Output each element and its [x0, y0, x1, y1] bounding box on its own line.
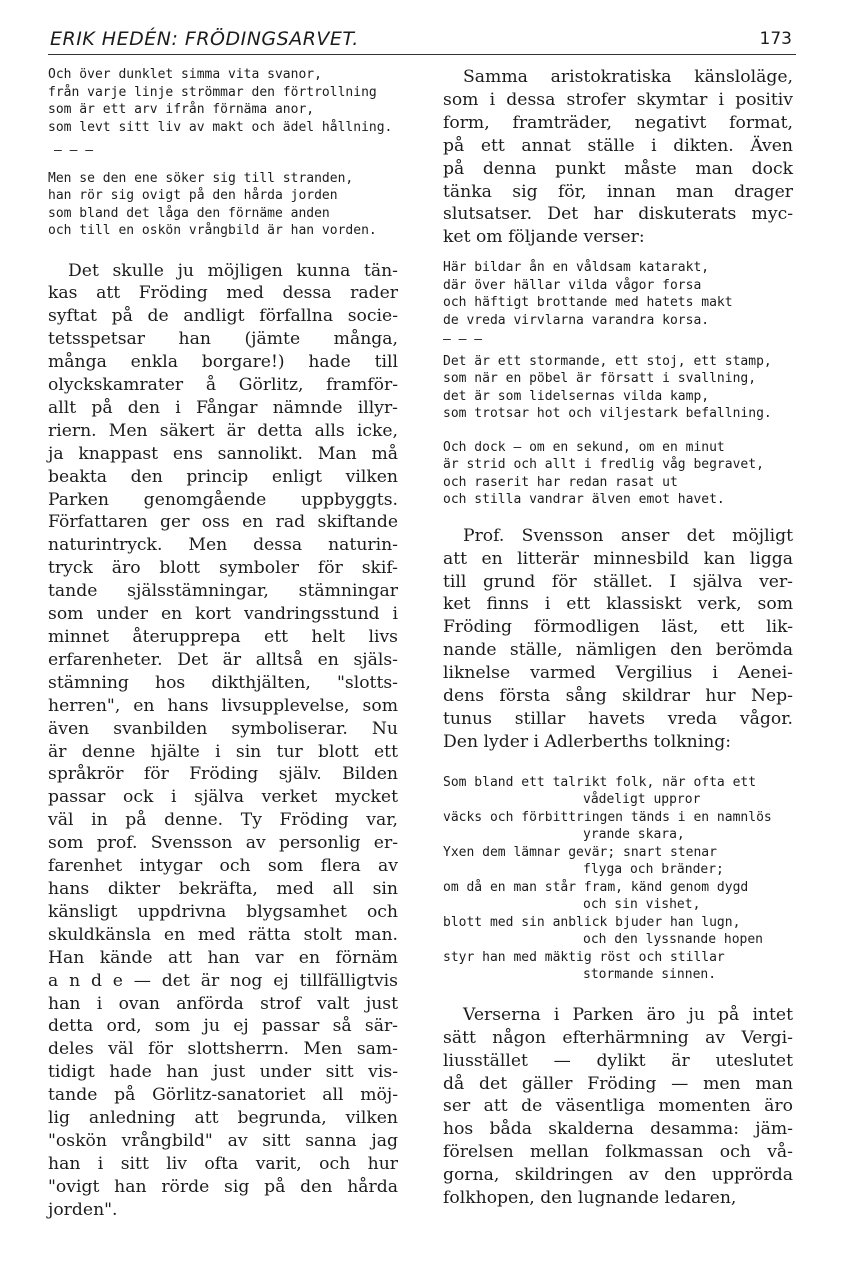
text-line: tande på Görlitz-sanatoriet all möj-: [48, 1085, 398, 1106]
text-line: "oskön vrångbild" av sitt sanna jag: [48, 1130, 398, 1151]
text-line: tänka sig för, innan man drager: [443, 181, 793, 202]
verse-line-continuation: vådeligt uppror: [583, 792, 701, 808]
verse-line: som levt sitt liv av makt och ädel hållning.: [48, 119, 393, 135]
text-line: på ett annat ställe i dikten. Även: [443, 135, 793, 156]
text-line: passar ock i själva verket mycket: [48, 787, 398, 808]
verse-line: om då en man står fram, känd genom dygd: [443, 879, 749, 895]
running-head: [50, 28, 794, 54]
text-line: dens första sång skildrar hur Nep-: [443, 686, 793, 707]
text-line: hos båda skalderna desamma: jäm-: [443, 1119, 793, 1140]
text-line: som i dessa strofer skymtar i positiv: [443, 89, 793, 110]
text-line: ser att de väsentliga momenten äro: [443, 1096, 793, 1117]
text-line: beakta den princip enligt vilken: [48, 466, 398, 487]
verse-line: Och över dunklet simma vita svanor,: [48, 67, 322, 82]
text-line: sätt någon efterhärmning av Vergi-: [443, 1027, 793, 1048]
text-line: erfarenheter. Det är alltså en själs-: [48, 649, 398, 670]
verse-line-continuation: och sin vishet,: [583, 897, 701, 913]
text-line: tryck äro blott symboler för skif-: [48, 558, 398, 579]
page-number: 173: [759, 29, 792, 49]
text-line: Fröding förmodligen läst, ett lik-: [443, 617, 793, 638]
text-line: då det gäller Fröding — men man: [443, 1073, 793, 1094]
quoted-verse: [48, 170, 398, 240]
text-line: farenhet intygar och som flera av: [48, 856, 398, 877]
verse-line: och till en oskön vrångbild är han vorden.: [48, 223, 377, 238]
verse-line: väcks och förbittringen tänds i en namnlös: [443, 809, 772, 825]
text-line: nande ställe, nämligen den berömda: [443, 640, 793, 661]
text-line: han i sitt liv ofta varit, och hur: [48, 1153, 398, 1174]
verse-line: från varje linje strömmar den förtrollning: [48, 84, 377, 100]
text-line: lig anledning att begrunda, vilken: [48, 1108, 398, 1129]
verse-line: Yxen dem lämnar gevär; snart stenar: [443, 844, 717, 860]
verse-line-continuation: stormande sinnen.: [583, 967, 717, 983]
text-line: skuldkänsla en med rätta stolt man.: [48, 924, 398, 945]
text-line: folkhopen, den lugnande ledaren,: [443, 1188, 737, 1209]
text-line: Samma aristokratiska känsloläge,: [463, 67, 793, 87]
text-line: jorden".: [48, 1199, 118, 1220]
text-line: tidigt hade han just under sitt vis-: [48, 1062, 398, 1083]
text-line: syftat på de andligt förfallna socie-: [48, 306, 398, 327]
text-line: Författaren ger oss en rad skiftande: [48, 512, 398, 533]
text-line: a n d e — det är nog ej tillfälligtvis: [48, 970, 398, 991]
text-line: även svanbilden symboliserar. Nu: [48, 718, 398, 739]
text-line: slutsatser. Det har diskuterats myc-: [443, 204, 793, 225]
verse-line: Men se den ene söker sig till stranden,: [48, 170, 354, 186]
verse-line: som när en pöbel är försatt i svallning,: [443, 371, 757, 387]
text-line: form, framträder, negativt format,: [443, 112, 793, 133]
verse-line: och häftigt brottande med hatets makt: [443, 295, 733, 311]
paragraph: [443, 1004, 793, 1210]
text-line: till grund för stället. I själva ver-: [443, 571, 793, 592]
quoted-verse: [443, 439, 793, 509]
text-line: Parken genomgående uppbyggts.: [48, 489, 398, 510]
verse-line: det är som lidelsernas vilda kamp,: [443, 388, 710, 404]
text-line: allt på den i Fångar nämnde illyr-: [48, 397, 398, 418]
quoted-verse: [443, 259, 793, 329]
paragraph: [48, 260, 398, 1222]
text-line: förelsen mellan folkmassan och vå-: [443, 1142, 793, 1163]
verse-line: blott med sin anblick bjuder han lugn,: [443, 914, 741, 930]
text-line: "ovigt han rörde sig på den hårda: [48, 1176, 398, 1197]
text-line: språkrör för Fröding själv. Bilden: [48, 764, 398, 785]
verse-line: och raserit har redan rasat ut: [443, 474, 678, 490]
left-column: [48, 66, 398, 1222]
verse-line: och stilla vandrar älven emot havet.: [443, 492, 725, 508]
verse-line: som är ett arv ifrån förnäma anor,: [48, 102, 315, 117]
verse-line: han rör sig ovigt på den hårda jorden: [48, 188, 338, 203]
text-line: stämning hos dikthjälten, "slotts-: [48, 672, 398, 693]
text-line: ket om följande verser:: [443, 227, 645, 248]
text-line: detta ord, som ju ej passar så sär-: [48, 1016, 398, 1037]
text-line: deles väl för slottsherrn. Men sam-: [48, 1039, 398, 1060]
text-line: gorna, skildringen av den upprörda: [443, 1165, 793, 1186]
verse-line: Här bildar ån en våldsam katarakt,: [443, 260, 710, 276]
right-column: [443, 66, 793, 1210]
text-line: riern. Men säkert är detta alls icke,: [48, 420, 398, 441]
verse-line: styr han med mäktig röst och stillar: [443, 949, 725, 965]
verse-line: där över hällar vilda vågor forsa: [443, 277, 702, 293]
quoted-verse: [443, 353, 793, 423]
text-line: tunus stillar havets vreda vågor.: [443, 709, 793, 729]
text-line: på denna punkt måste man dock: [443, 158, 793, 179]
text-line: är denne hjälte i sin tur blott ett: [48, 741, 398, 762]
verse-line: Som bland ett talrikt folk, när ofta ett: [443, 774, 757, 790]
verse-separator: — — —: [443, 332, 483, 348]
text-line: herren", en hans livsupplevelse, som: [48, 695, 398, 716]
text-line: Han kände att han var en förnäm: [48, 947, 398, 968]
quoted-verse: [48, 66, 398, 136]
text-line: som under en kort vandringsstund i: [48, 604, 398, 625]
text-line: Det skulle ju möjligen kunna tän-: [68, 260, 398, 281]
text-line: ja knappast ens sannolikt. Man må: [48, 443, 398, 464]
text-line: han i ovan anförda strof valt just: [48, 993, 398, 1014]
text-line: minnet återupprepa ett helt livs: [48, 627, 398, 647]
quoted-verse: [443, 774, 793, 984]
verse-line: Och dock — om en sekund, om en minut: [443, 439, 725, 455]
text-line: liusstället — dylikt är uteslutet: [443, 1050, 793, 1071]
text-line: väl in på denne. Ty Fröding var,: [48, 810, 398, 831]
header-rule: [48, 54, 796, 55]
verse-separator: — — —: [54, 143, 94, 158]
text-line: naturintryck. Men dessa naturin-: [48, 535, 398, 556]
text-line: hans dikter bekräfta, med all sin: [48, 878, 398, 899]
verse-line: är strid och allt i fredlig våg begravet,: [443, 457, 764, 473]
text-line: många enkla borgare!) hade till: [48, 352, 398, 373]
text-line: Prof. Svensson anser det möjligt: [463, 525, 793, 546]
text-line: Verserna i Parken äro ju på intet: [463, 1004, 793, 1025]
text-line: kas att Fröding med dessa rader: [48, 283, 398, 304]
text-line: ket finns i ett klassiskt verk, som: [443, 594, 793, 615]
text-line: känsligt uppdrivna blygsamhet och: [48, 901, 398, 922]
verse-line: Det är ett stormande, ett stoj, ett stamp,: [443, 353, 772, 369]
text-line: tande själsstämningar, stämningar: [48, 581, 398, 602]
verse-line-continuation: yrande skara,: [583, 827, 685, 843]
text-line: som prof. Svensson av personlig er-: [48, 833, 398, 854]
verse-line-continuation: flyga och bränder;: [583, 862, 724, 878]
text-line: liknelse varmed Vergilius i Aenei-: [443, 663, 793, 684]
verse-line: som bland det låga den förnäme anden: [48, 205, 330, 221]
paragraph: [443, 525, 793, 754]
text-line: Den lyder i Adlerberths tolkning:: [443, 731, 732, 752]
paragraph: [443, 66, 793, 249]
running-title: ERIK HEDÉN: FRÖDINGSARVET.: [50, 28, 359, 50]
text-line: olyckskamrater å Görlitz, framför-: [48, 375, 398, 396]
verse-line-continuation: och den lyssnande hopen: [583, 932, 764, 948]
text-line: tetsspetsar han (jämte många,: [48, 329, 398, 350]
verse-line: som trotsar hot och viljestark befallning.: [443, 406, 772, 422]
text-line: att en litterär minnesbild kan ligga: [443, 548, 793, 569]
verse-line: de vreda virvlarna varandra korsa.: [443, 312, 710, 328]
